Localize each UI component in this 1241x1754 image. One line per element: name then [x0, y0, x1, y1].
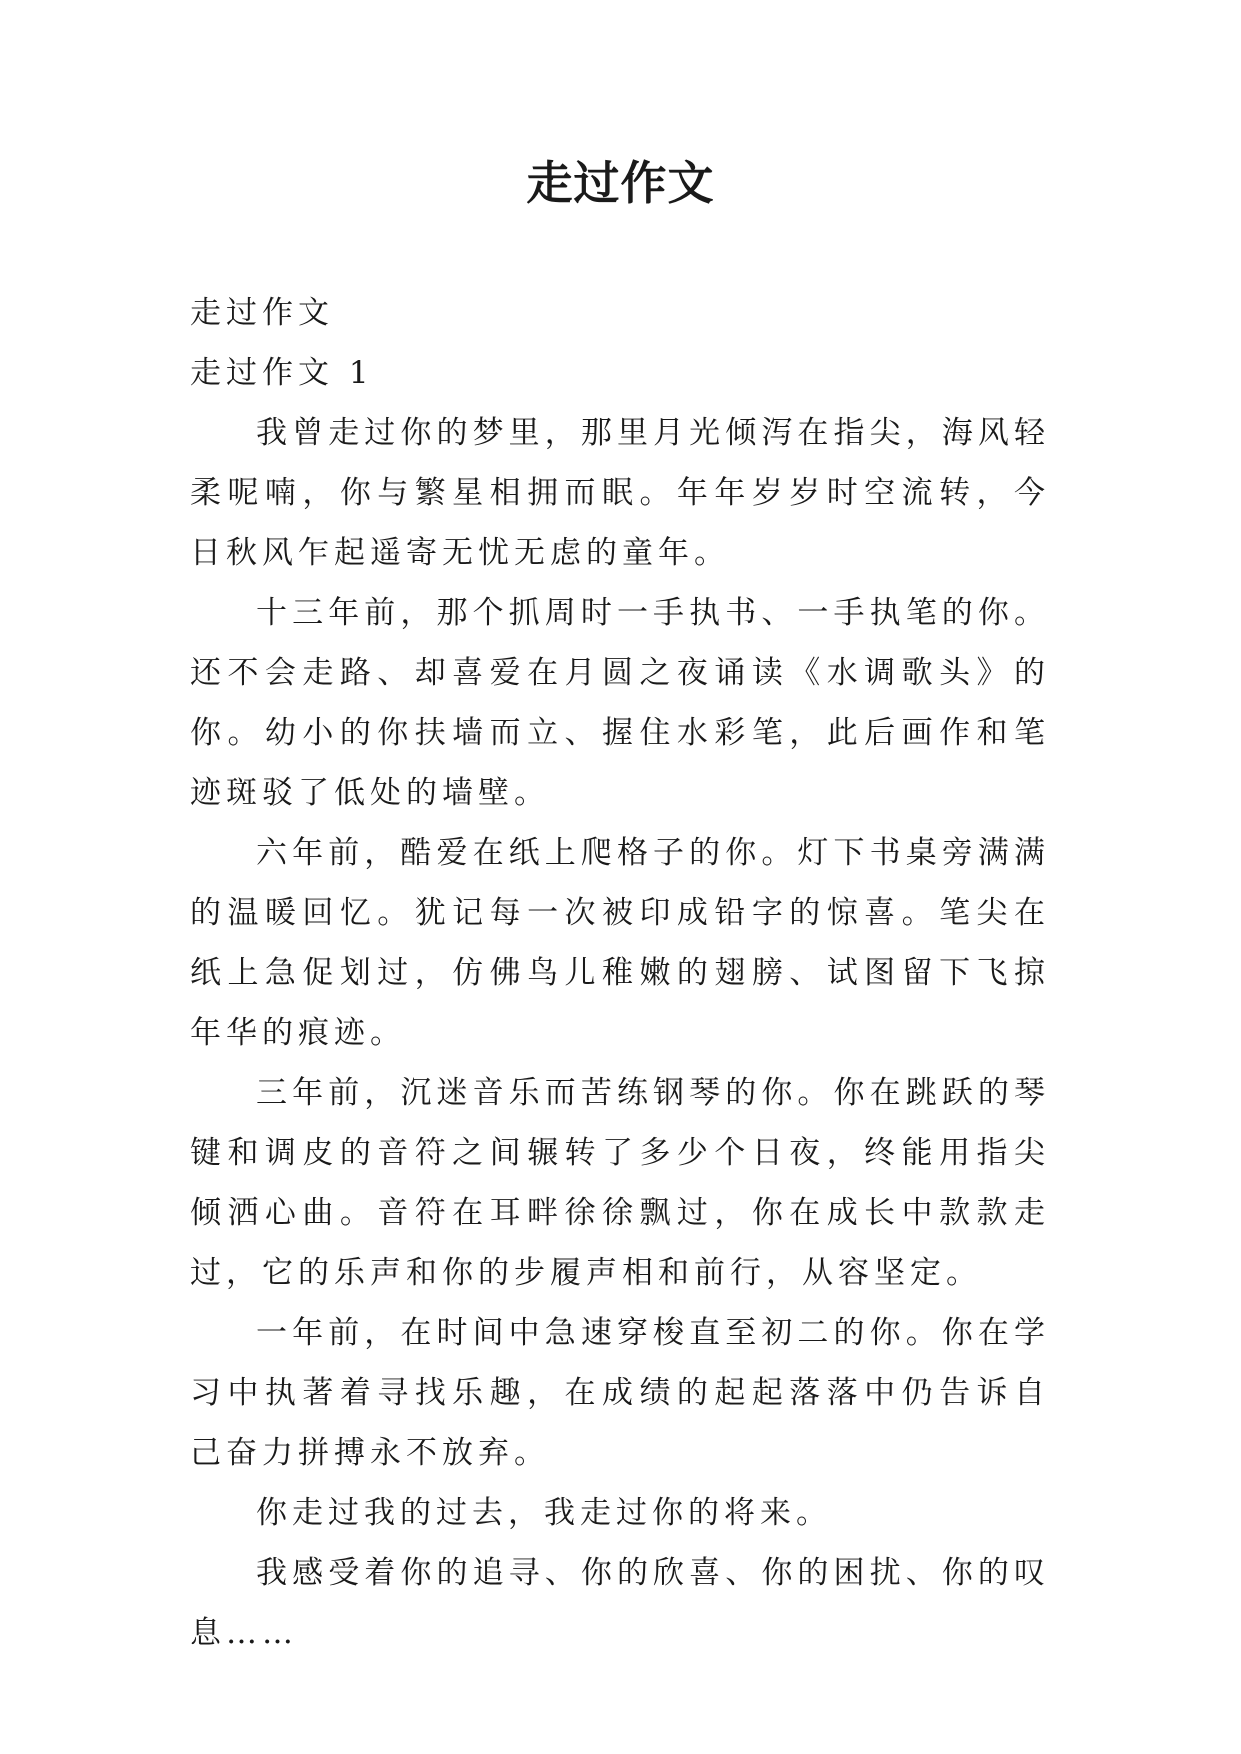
paragraph: 我感受着你的追寻、你的欣喜、你的困扰、你的叹息……: [190, 1555, 1050, 1651]
paragraph: 一年前，在时间中急速穿梭直至初二的你。你在学习中执著着寻找乐趣，在成绩的起起落落中仍告诉自己奋力拼搏永不放弃。: [190, 1315, 1050, 1471]
document-title: 走过作文: [526, 156, 715, 210]
paragraph: 三年前，沉迷音乐而苦练钢琴的你。你在跳跃的琴键和调皮的音符之间辗转了多少个日夜，终能用指尖倾洒心曲。音符在耳畔徐徐飘过，你在成长中款款走过，它的乐声和你的步履声相和前行，从容坚定。: [190, 1075, 1050, 1291]
paragraph: 六年前，酷爱在纸上爬格子的你。灯下书桌旁满满的温暖回忆。犹记每一次被印成铅字的惊喜。笔尖在纸上急促划过，仿佛鸟儿稚嫩的翅膀、试图留下飞掠年华的痕迹。: [190, 835, 1050, 1051]
paragraph: 你走过我的过去，我走过你的将来。: [256, 1495, 832, 1531]
body-heading: 走过作文: [190, 295, 334, 331]
body-subheading: 走过作文 1: [190, 355, 374, 391]
paragraph: 十三年前，那个抓周时一手执书、一手执笔的你。还不会走路、却喜爱在月圆之夜诵读《水调歌头》的你。幼小的你扶墙而立、握住水彩笔，此后画作和笔迹斑驳了低处的墙壁。: [190, 595, 1050, 811]
paragraph: 我曾走过你的梦里，那里月光倾泻在指尖，海风轻柔呢喃，你与繁星相拥而眠。年年岁岁时空流转，今日秋风乍起遥寄无忧无虑的童年。: [190, 415, 1050, 571]
document-body: [190, 283, 1050, 1663]
